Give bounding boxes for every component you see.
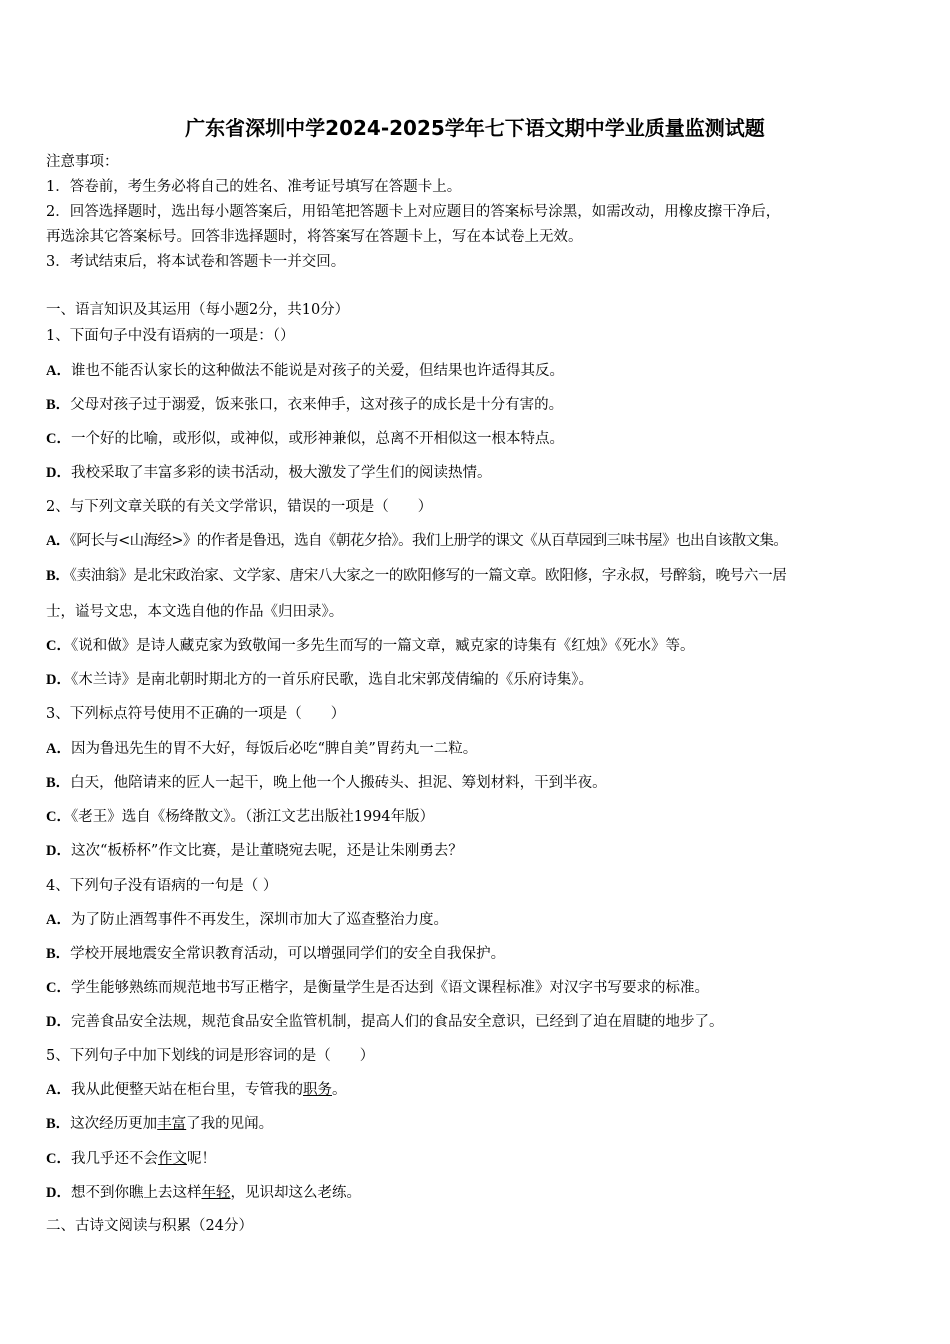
option-text: 我几乎还不会 bbox=[70, 1151, 158, 1167]
option-text: 为了防止酒驾事件不再发生，深圳市加大了巡查整治力度。 bbox=[70, 912, 448, 928]
section-1-heading: 一、语言知识及其运用（每小题2分，共10分） bbox=[46, 302, 350, 318]
option-text: 这次“板桥杯”作文比赛，是让董晓宛去呢，还是让朱刚勇去？ bbox=[70, 843, 463, 859]
q5-stem: 5、下列句子中加下划线的词是形容词的是（ ） bbox=[46, 1048, 375, 1064]
q3-option-c bbox=[46, 807, 434, 827]
option-letter: B． bbox=[46, 1116, 71, 1132]
option-letter: B． bbox=[46, 775, 71, 791]
option-letter: D． bbox=[46, 672, 71, 688]
option-letter: A． bbox=[46, 741, 71, 757]
underlined-word: 职务 bbox=[302, 1082, 332, 1098]
q5-option-d bbox=[46, 1183, 361, 1203]
q2-stem: 2、与下列文章关联的有关文学常识，错误的一项是（ ） bbox=[46, 499, 433, 515]
notice-item-2: 2．回答选择题时，选出每小题答案后，用铅笔把答题卡上对应题目的答案标号涂黑，如需改动，用橡皮擦干净后， bbox=[46, 204, 781, 220]
q2-option-b bbox=[46, 566, 787, 586]
q4-option-b bbox=[46, 944, 505, 964]
q4-stem: 4、下列句子没有语病的一句是（ ） bbox=[46, 878, 278, 894]
option-text: 学校开展地震安全常识教育活动，可以增强同学们的安全自我保护。 bbox=[70, 946, 506, 962]
q4-option-c bbox=[46, 978, 709, 998]
option-text-end: 。 bbox=[331, 1082, 347, 1098]
option-text: 《说和做》是诗人藏克家为致敬闻一多先生而写的一篇文章，臧克家的诗集有《红烛》《死水》等。 bbox=[70, 638, 695, 654]
q4-option-d bbox=[46, 1012, 723, 1032]
q1-option-a bbox=[46, 361, 564, 381]
option-text: 想不到你瞧上去这样 bbox=[70, 1185, 202, 1201]
page-title: 广东省深圳中学2024-2025学年七下语文期中学业质量监测试题 bbox=[185, 116, 765, 140]
notice-item-1: 1．答卷前，考生务必将自己的姓名、准考证号填写在答题卡上。 bbox=[46, 179, 462, 195]
notice-heading: 注意事项： bbox=[46, 154, 119, 170]
q3-option-a bbox=[46, 739, 477, 759]
option-letter: C． bbox=[46, 980, 71, 996]
q3-stem: 3、下列标点符号使用不正确的一项是（ ） bbox=[46, 706, 346, 722]
q1-stem: 1、下面句子中没有语病的一项是：（） bbox=[46, 328, 295, 344]
underlined-word: 年轻 bbox=[201, 1185, 231, 1201]
option-letter: A． bbox=[46, 1082, 71, 1098]
q1-option-b bbox=[46, 395, 563, 415]
option-text: 因为鲁迅先生的胃不大好，每饭后必吃“脾自美”胃药丸一二粒。 bbox=[70, 741, 478, 757]
notice-item-3: 3．考试结束后，将本试卷和答题卡一并交回。 bbox=[46, 254, 346, 270]
q3-option-d bbox=[46, 841, 463, 861]
option-text: 这次经历更加 bbox=[70, 1116, 158, 1132]
q2-option-d bbox=[46, 670, 593, 690]
option-letter: C． bbox=[46, 638, 71, 654]
underlined-word: 作文 bbox=[157, 1151, 187, 1167]
option-letter: A． bbox=[46, 912, 71, 928]
option-letter: A． bbox=[46, 363, 71, 379]
option-text: 谁也不能否认家长的这种做法不能说是对孩子的关爱，但结果也许适得其反。 bbox=[70, 363, 564, 379]
option-text: 《阿长与<山海经>》的作者是鲁迅，选自《朝花夕拾》。我们上册学的课文《从百草园到三味书屋》也出自该散文集。 bbox=[69, 533, 788, 549]
option-letter: C． bbox=[46, 431, 71, 447]
underlined-word: 丰富 bbox=[157, 1116, 187, 1132]
section-2-heading: 二、古诗文阅读与积累（24分） bbox=[46, 1218, 253, 1234]
option-letter: C． bbox=[46, 1151, 71, 1167]
q2-option-a bbox=[46, 531, 787, 551]
option-letter: B． bbox=[46, 568, 70, 584]
option-letter: C． bbox=[46, 809, 71, 825]
option-text: 我校采取了丰富多彩的读书活动，极大激发了学生们的阅读热情。 bbox=[70, 465, 492, 481]
q4-option-a bbox=[46, 910, 448, 930]
option-text: 父母对孩子过于溺爱，饭来张口，衣来伸手，这对孩子的成长是十分有害的。 bbox=[70, 397, 564, 413]
option-letter: A． bbox=[46, 533, 70, 549]
option-letter: D． bbox=[46, 465, 71, 481]
q3-option-b bbox=[46, 773, 607, 793]
option-text: 《卖油翁》是北宋政治家、文学家、唐宋八大家之一的欧阳修写的一篇文章。欧阳修，字永叔，号醉翁，晚号六一居 bbox=[69, 568, 787, 584]
option-letter: D． bbox=[46, 1014, 71, 1030]
notice-item-2-cont: 再选涂其它答案标号。回答非选择题时，将答案写在答题卡上，写在本试卷上无效。 bbox=[46, 229, 583, 245]
option-text-end: 了我的见闻。 bbox=[186, 1116, 274, 1132]
q2-option-c bbox=[46, 636, 694, 656]
q2-option-b-cont: 士，谥号文忠，本文选自他的作品《归田录》。 bbox=[46, 604, 344, 620]
q1-option-c bbox=[46, 429, 564, 449]
option-text-end: ，见识却这么老练。 bbox=[230, 1185, 361, 1201]
option-text-end: 呢！ bbox=[186, 1151, 216, 1167]
option-text: 我从此便整天站在柜台里，专管我的 bbox=[70, 1082, 303, 1098]
option-text: 学生能够熟练而规范地书写正楷字，是衡量学生是否达到《语文课程标准》对汉字书写要求的标准。 bbox=[70, 980, 709, 996]
option-text: 白天，他陪请来的匠人一起干，晚上他一个人搬砖头、担泥、筹划材料，干到半夜。 bbox=[70, 775, 607, 791]
q5-option-c bbox=[46, 1149, 216, 1169]
option-text: 《木兰诗》是南北朝时期北方的一首乐府民歌，选自北宋郭茂倩编的《乐府诗集》。 bbox=[70, 672, 593, 688]
option-letter: B． bbox=[46, 946, 71, 962]
option-letter: D． bbox=[46, 843, 71, 859]
q1-option-d bbox=[46, 463, 491, 483]
option-text: 《老王》选自《杨绛散文》。（浙江文艺出版社1994年版） bbox=[70, 809, 435, 825]
option-text: 一个好的比喻，或形似，或神似，或形神兼似，总离不开相似这一根本特点。 bbox=[70, 431, 564, 447]
option-letter: B． bbox=[46, 397, 71, 413]
option-text: 完善食品安全法规，规范食品安全监管机制，提高人们的食品安全意识，已经到了迫在眉睫的地步了。 bbox=[70, 1014, 724, 1030]
q5-option-a bbox=[46, 1080, 346, 1100]
q5-option-b bbox=[46, 1114, 273, 1134]
option-letter: D． bbox=[46, 1185, 71, 1201]
